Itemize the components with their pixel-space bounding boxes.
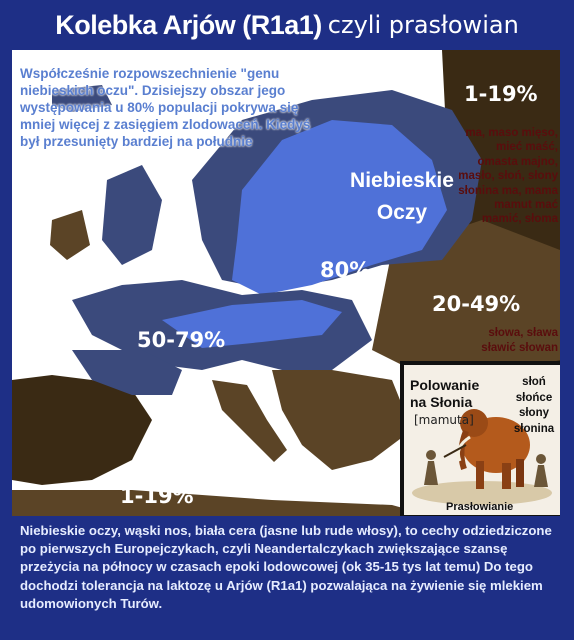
inset-words: słoń słońce słony słonina	[513, 376, 555, 435]
word-list-1: ma, maso mięso, mieć maść, omasta majno, masło, słoń, słony słonina ma, mama mamut mać mamić, słoma	[458, 127, 558, 226]
inset-subtitle: [mamuta]	[414, 413, 474, 427]
pct-center: 80%	[320, 258, 371, 282]
page-title	[0, 0, 574, 50]
inset-title: Polowanie na Słonia	[410, 377, 480, 410]
intro-text: Współcześnie rozpowszechnienie "genu niebieskich oczu". Dzisiejszy obszar jego występowania u 80% populacji pokrywa się mniej więcej z zasięgiem zlodowaceń. Kiedyś był przesunięty bardziej na południe	[20, 66, 311, 149]
pct-west: 50-79%	[137, 328, 226, 352]
footer-text: Niebieskie oczy, wąski nos, biała cera (jasne lub rude włosy), to cechy odziedziczone po pierwszych Europejczykach, czyli Neandertalczykach zwiększające szansę przeżycia na północy w czasach epoki lodowcowej (ok 35-15 tys lat temu) Do tego dochodzi tolerancja na laktozę u Arjów (R1a1) pozwalająca na żywienie się mlekiem udomowionych Turów.	[20, 523, 552, 611]
title-main: Kolebka Arjów (R1a1)	[55, 9, 322, 40]
pct-bottom-left: 1-19%	[120, 484, 194, 508]
pct-top-right: 1-19%	[464, 82, 538, 106]
europe-map	[12, 50, 560, 516]
region-label-blue-eyes: Niebieskie Oczy	[350, 169, 454, 224]
title-sub: czyli prasłowian	[327, 11, 519, 39]
pct-east: 20-49%	[432, 292, 521, 316]
inset-mammoth-hunt	[400, 361, 560, 516]
word-list-2: słowa, sława sławić słowan	[481, 327, 558, 354]
inset-caption: Prasłowianie	[446, 501, 514, 513]
